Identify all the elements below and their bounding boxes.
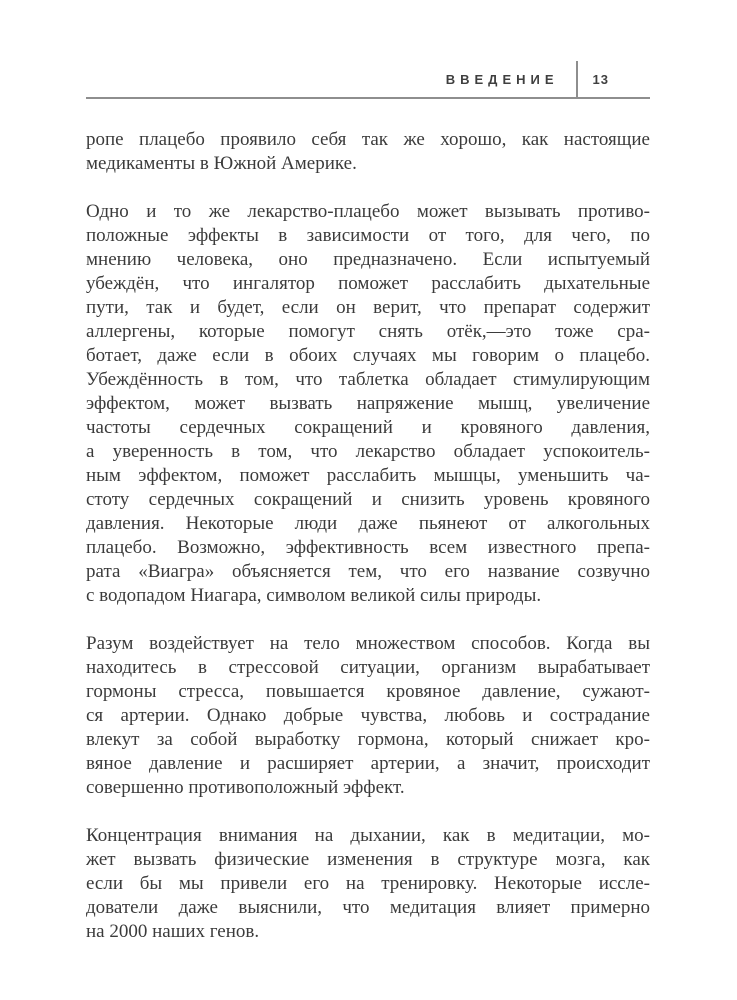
text-line: Убеждённость в том, что таблетка обладает стимулирующим [86,369,650,390]
running-head [86,61,650,97]
page-number: 13 [592,71,609,87]
text-line: совершенно противоположный эффект. [86,777,405,798]
paragraph [86,824,650,944]
header-rule [86,97,650,99]
paragraph [86,200,650,608]
text-line: влекут за собой выработку гормона, который снижает кро- [86,729,650,750]
text-line: на 2000 наших генов. [86,921,260,942]
header-divider [576,61,578,97]
text-line: находитесь в стрессовой ситуации, организм вырабатывает [86,657,650,678]
text-line: плацебо. Возможно, эффективность всем известного препа- [86,537,650,558]
text-line: ным эффектом, поможет расслабить мышцы, уменьшить ча- [86,465,650,486]
text-line: Концентрация внимания на дыхании, как в медитации, мо- [86,825,650,846]
text-line: эффектом, может вызвать напряжение мышц, увеличение [86,393,650,414]
text-line: ботает, даже если в обоих случаях мы говорим о плацебо. [86,345,650,366]
text-line: пути, так и будет, если он верит, что препарат содержит [86,297,650,318]
text-line: аллергены, которые помогут снять отёк,—это тоже сра- [86,321,650,342]
text-line: положные эффекты в зависимости от того, для чего, по [86,225,650,246]
paragraph [86,128,650,176]
text-line: если бы мы привели его на тренировку. Некоторые иссле- [86,873,650,894]
text-line: ропе плацебо проявило себя так же хорошо, как настоящие [86,129,650,150]
text-line: частоты сердечных сокращений и кровяного давления, [86,417,650,438]
text-line: с водопадом Ниагара, символом великой силы природы. [86,585,542,606]
text-line: ся артерии. Однако добрые чувства, любовь и сострадание [86,705,650,726]
text-line: убеждён, что ингалятор поможет расслабить дыхательные [86,273,650,294]
text-line: медикаменты в Южной Америке. [86,153,357,174]
text-line: дователи даже выяснили, что медитация влияет примерно [86,897,650,918]
page-body [86,128,650,944]
text-line: стоту сердечных сокращений и снизить уровень кровяного [86,489,650,510]
text-line: давления. Некоторые люди даже пьянеют от алкогольных [86,513,650,534]
text-line: Одно и то же лекарство-плацебо может вызывать противо- [86,201,650,222]
text-line: вяное давление и расширяет артерии, а значит, происходит [86,753,650,774]
paragraph [86,632,650,800]
text-line: жет вызвать физические изменения в структуре мозга, как [86,849,650,870]
text-line: Разум воздействует на тело множеством способов. Когда вы [86,633,650,654]
section-title: ВВЕДЕНИЕ [445,71,559,87]
text-line: мнению человека, оно предназначено. Если испытуемый [86,249,650,270]
text-line: а уверенность в том, что лекарство обладает успокоитель- [86,441,650,462]
text-line: рата «Виагра» объясняется тем, что его название созвучно [86,561,650,582]
text-line: гормоны стресса, повышается кровяное давление, сужают- [86,681,650,702]
